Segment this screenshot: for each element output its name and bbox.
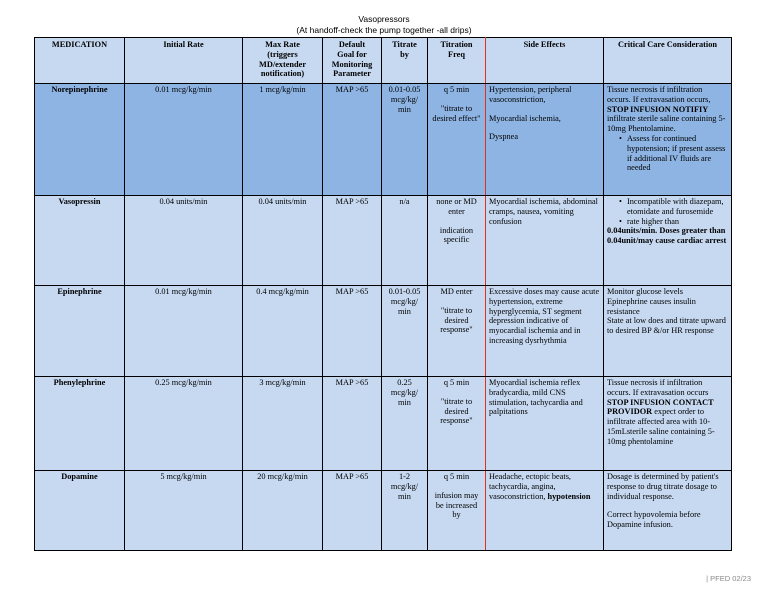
cell-goal: MAP >65 (323, 196, 382, 286)
header-initial-rate: Initial Rate (125, 38, 243, 84)
header-titration-freq: Titration Freq (428, 38, 486, 84)
bullet-item: • Assess for continued hypotension; if present assess if additional IV fluids are needed (613, 134, 728, 173)
cell-initial-rate: 0.01 mcg/kg/min (125, 286, 243, 377)
cell-medication: Vasopressin (35, 196, 125, 286)
cell-titrate-by: 0.25 mcg/kg/ min (382, 377, 428, 471)
cell-initial-rate: 0.04 units/min (125, 196, 243, 286)
cell-titrate-by: n/a (382, 196, 428, 286)
cell-critical-care: Dosage is determined by patient's response to drug titrate dosage to individual response. Correct hypovolemia before Dopamine infusion. (604, 471, 732, 551)
cell-titrate-by: 0.01-0.05 mcg/kg/ min (382, 286, 428, 377)
cell-goal: MAP >65 (323, 377, 382, 471)
cell-critical-care: • Incompatible with diazepam, etomidate and furosemide • rate higher than 0.04units/min. Doses greater than 0.04unit/may cause cardiac arrest (604, 196, 732, 286)
header-critical-care: Critical Care Consideration (604, 38, 732, 84)
cell-initial-rate: 0.01 mcg/kg/min (125, 84, 243, 196)
header-row (35, 38, 732, 84)
cell-side-effects: Myocardial ischemia, abdominal cramps, nausea, vomiting confusion (486, 196, 604, 286)
header-max-rate: Max Rate (triggers MD/extender notification) (243, 38, 323, 84)
cell-titrate-by: 1-2 mcg/kg/ min (382, 471, 428, 551)
cell-medication: Epinephrine (35, 286, 125, 377)
cell-goal: MAP >65 (323, 471, 382, 551)
bullet-item: • Incompatible with diazepam, etomidate and furosemide (613, 197, 728, 217)
header-side-effects: Side Effects (486, 38, 604, 84)
cell-max-rate: 1 mcg/kg/min (243, 84, 323, 196)
cell-titration-freq: none or MD enter indication specific (428, 196, 486, 286)
cell-medication: Norepinephrine (35, 84, 125, 196)
title-line-1: Vasopressors (358, 14, 410, 24)
cell-max-rate: 0.4 mcg/kg/min (243, 286, 323, 377)
header-goal: Default Goal for Monitoring Parameter (323, 38, 382, 84)
cell-medication: Dopamine (35, 471, 125, 551)
cell-titration-freq: MD enter "titrate to desired response" (428, 286, 486, 377)
cell-titration-freq: q 5 min "titrate to desired effect" (428, 84, 486, 196)
header-medication: MEDICATION (35, 38, 125, 84)
cell-initial-rate: 5 mcg/kg/min (125, 471, 243, 551)
cell-medication: Phenylephrine (35, 377, 125, 471)
cell-max-rate: 0.04 units/min (243, 196, 323, 286)
cell-titration-freq: q 5 min "titrate to desired response" (428, 377, 486, 471)
cell-side-effects: Headache, ectopic beats, tachycardia, angina, vasoconstriction, hypotension (486, 471, 604, 551)
title-line-2: (At handoff-check the pump together -all drips) (296, 25, 472, 35)
table-row-phenylephrine (35, 377, 732, 471)
cell-initial-rate: 0.25 mcg/kg/min (125, 377, 243, 471)
table-row-epinephrine (35, 286, 732, 377)
cell-critical-care: Tissue necrosis if infiltration occurs. If extravasation occurs STOP INFUSION CONTACT PROVIDOR expect order to infiltrate affected area with 10-15mLsterile saline containing 5-10mg phentolamine (604, 377, 732, 471)
document-title (0, 14, 768, 36)
cell-goal: MAP >65 (323, 84, 382, 196)
cell-side-effects: Hypertension, peripheral vasoconstriction, Myocardial ischemia, Dyspnea (486, 84, 604, 196)
cell-critical-care: Tissue necrosis if infiltration occurs. If extravasation occurs, STOP INFUSION NOTIFIY infiltrate sterile saline containing 5-10mg Phentolamine. • Assess for continued hypotension; if present assess if additional IV fluids are needed (604, 84, 732, 196)
cell-titration-freq: q 5 min infusion may be increased by (428, 471, 486, 551)
cell-goal: MAP >65 (323, 286, 382, 377)
cell-titrate-by: 0.01-0.05 mcg/kg/ min (382, 84, 428, 196)
cell-side-effects: Myocardial ischemia reflex bradycardia, mild CNS stimulation, tachycardia and palpitations (486, 377, 604, 471)
bullet-item: • rate higher than (613, 217, 728, 227)
table-row-norepinephrine (35, 84, 732, 196)
vasopressor-table (34, 37, 732, 551)
cell-critical-care: Monitor glucose levels Epinephrine causes insulin resistance State at low does and titrate upward to desired BP &/or HR response (604, 286, 732, 377)
cell-max-rate: 20 mcg/kg/min (243, 471, 323, 551)
cell-max-rate: 3 mcg/kg/min (243, 377, 323, 471)
footer-version: | PFED 02/23 (706, 574, 751, 583)
cell-side-effects: Excessive doses may cause acute hypertension, extreme hyperglycemia, ST segment depression indicative of myocardial ischemia and in increasing dysrhythmia (486, 286, 604, 377)
header-titrate-by: Titrate by (382, 38, 428, 84)
table-row-dopamine (35, 471, 732, 551)
table-row-vasopressin (35, 196, 732, 286)
